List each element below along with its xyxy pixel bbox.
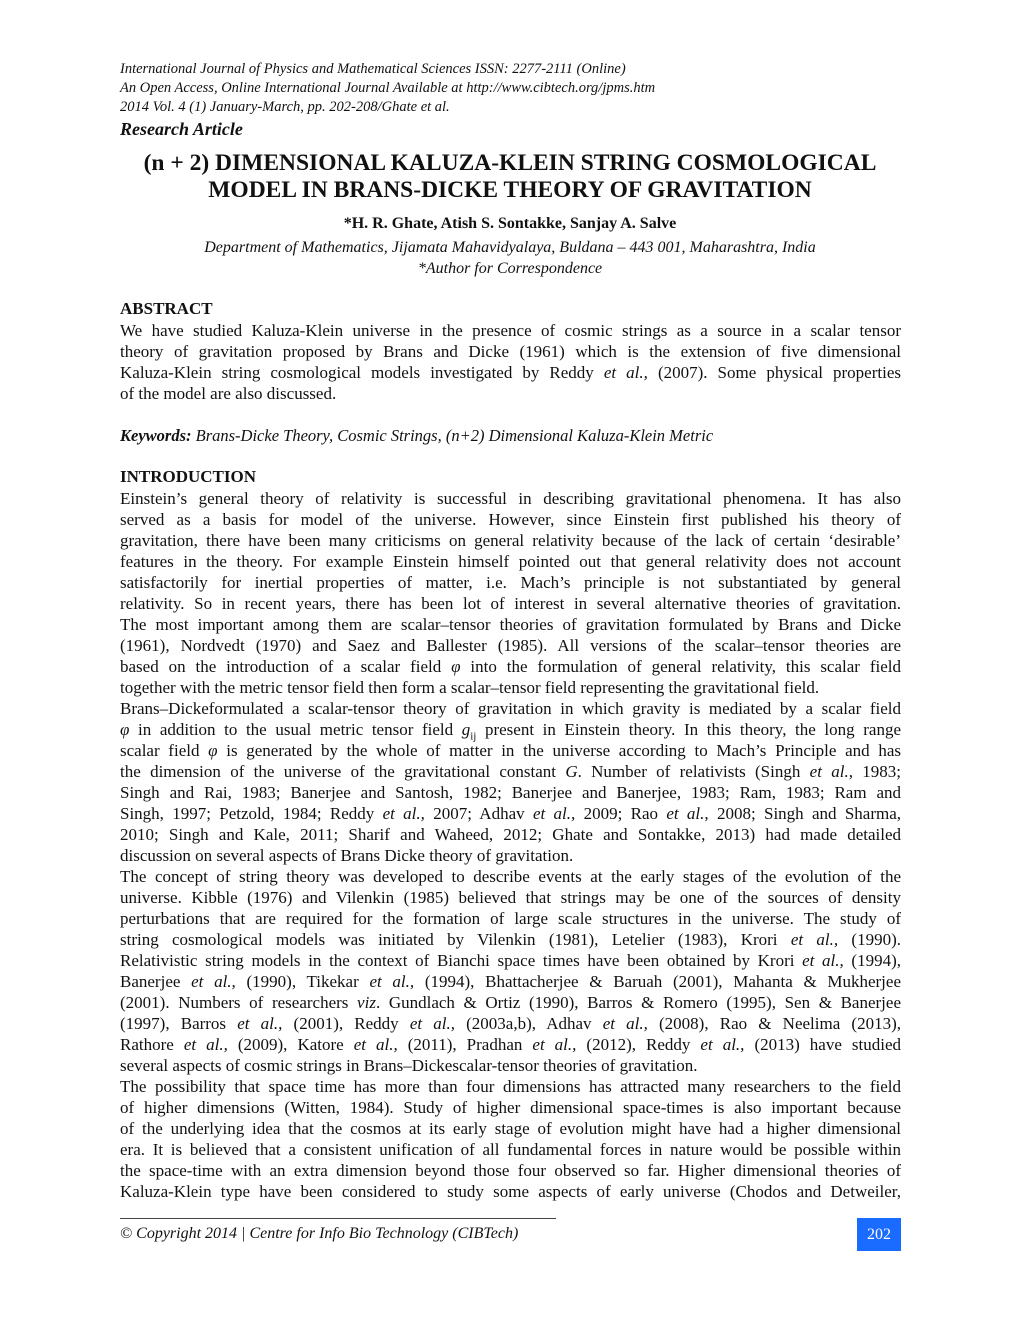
introduction-body xyxy=(120,488,901,1202)
text-segment: (2013) have studied xyxy=(744,1035,901,1054)
text-segment: Kaluza-Klein type have been considered to study some aspects of early universe (Chodos and Detweiler, xyxy=(120,1182,901,1201)
text-segment: (1990). xyxy=(838,930,901,949)
keywords-label: Keywords: xyxy=(120,426,192,445)
text-line xyxy=(120,656,901,677)
text-segment: Kaluza-Klein string cosmological models investigated by Reddy xyxy=(120,363,604,382)
text-line xyxy=(120,320,901,341)
text-segment: universe. Kibble (1976) and Vilenkin (1985) believed that strings may be one of the sources of density xyxy=(120,888,901,907)
text-segment: (2001), Reddy xyxy=(282,1014,410,1033)
text-segment: (2001). Numbers of researchers xyxy=(120,993,358,1012)
text-segment: et al., xyxy=(382,804,425,823)
text-segment: Relativistic string models in the context of Bianchi space times have been obtained by Krori xyxy=(120,951,803,970)
text-line xyxy=(120,698,901,719)
text-segment: φ xyxy=(451,657,461,676)
text-line xyxy=(120,677,901,698)
journal-line: International Journal of Physics and Mathematical Sciences ISSN: 2277-2111 (Online) xyxy=(120,61,626,77)
text-line xyxy=(120,488,901,509)
text-line xyxy=(120,593,901,614)
footer-rule xyxy=(120,1218,556,1219)
title-line-1: (n + 2) DIMENSIONAL KALUZA-KLEIN STRING COSMOLOGICAL xyxy=(143,150,877,176)
text-segment: scalar field xyxy=(120,741,209,760)
text-segment: The most important among them are scalar–tensor theories of gravitation formulated by Brans and Dicke xyxy=(120,615,901,634)
text-line xyxy=(120,635,901,656)
text-line xyxy=(120,1160,901,1181)
text-segment: et al., xyxy=(532,804,576,823)
text-segment: based on the introduction of a scalar field xyxy=(120,657,452,676)
text-segment: et al., xyxy=(700,1035,745,1054)
text-segment: the dimension of the universe of the gravitational constant xyxy=(120,762,566,781)
text-segment: ij xyxy=(470,730,477,743)
text-segment: discussion on several aspects of Brans Dicke theory of gravitation. xyxy=(120,846,574,865)
footer-copyright: © Copyright 2014 | Centre for Info Bio Technology (CIBTech) xyxy=(120,1225,519,1242)
text-segment: (2008), Rao & Neelima (2013), xyxy=(647,1014,901,1033)
text-line xyxy=(120,971,901,992)
text-segment: (1961), Nordvedt (1970) and Saez and Ballester (1985). All versions of the scalar–tensor theories are xyxy=(120,636,901,655)
text-segment: gravitation, there have been many criticisms on general relativity because of the lack of certain ‘desirable’ xyxy=(120,531,901,550)
page-number: 202 xyxy=(857,1218,901,1251)
text-line xyxy=(120,1181,901,1202)
text-segment: (2009), Katore xyxy=(227,1035,354,1054)
text-line xyxy=(120,1034,901,1055)
text-segment: string cosmological models was initiated by Vilenkin (1981), Letelier (1983), Krori xyxy=(120,930,791,949)
text-segment: served as a basis for model of the universe. However, since Einstein first published his theory of xyxy=(120,510,901,529)
text-segment: 2007; Adhav xyxy=(424,804,533,823)
text-line xyxy=(120,1097,901,1118)
correspondence-note: *Author for Correspondence xyxy=(417,260,603,277)
keywords-text: Brans-Dicke Theory, Cosmic Strings, (n+2) Dimensional Kaluza-Klein Metric xyxy=(191,426,714,445)
access-line: An Open Access, Online International Journal Available at http://www.cibtech.org/jpms.htm xyxy=(120,80,656,96)
text-line xyxy=(120,509,901,530)
text-segment: Singh and Rai, 1983; Banerjee and Santosh, 1982; Banerjee and Banerjee, 1983; Ram, 1983; Ram and xyxy=(120,783,901,802)
text-line xyxy=(120,950,901,971)
text-segment: et al., xyxy=(809,762,853,781)
affiliation: Department of Mathematics, Jijamata Mahavidyalaya, Buldana – 443 001, Maharashtra, India xyxy=(204,239,816,256)
text-line xyxy=(120,740,901,761)
text-line xyxy=(120,551,901,572)
text-segment: The possibility that space time has more than four dimensions has attracted many researchers to the field xyxy=(120,1077,901,1096)
text-line xyxy=(120,341,901,362)
text-segment: 2009; Rao xyxy=(575,804,667,823)
text-segment: et al., xyxy=(602,1014,648,1033)
text-segment: et al., xyxy=(369,972,415,991)
text-segment: We have studied Kaluza-Klein universe in the presence of cosmic strings as a source in a scalar tensor xyxy=(120,321,901,340)
text-line xyxy=(120,530,901,551)
text-segment: Einstein’s general theory of relativity is successful in describing gravitational phenomena. It has also xyxy=(120,489,901,508)
text-segment: of the model are also discussed. xyxy=(120,384,337,403)
title-line-2: MODEL IN BRANS-DICKE THEORY OF GRAVITATION xyxy=(208,177,812,203)
text-line xyxy=(120,362,901,383)
text-line xyxy=(120,614,901,635)
introduction-heading: INTRODUCTION xyxy=(120,467,257,486)
text-segment: φ xyxy=(208,741,218,760)
text-line xyxy=(120,572,901,593)
text-line xyxy=(120,1013,901,1034)
text-segment: several aspects of cosmic strings in Brans–Dickescalar-tensor theories of gravitation. xyxy=(120,1056,698,1075)
text-segment: φ xyxy=(120,720,130,739)
text-segment: The concept of string theory was developed to describe events at the early stages of the evolution of the xyxy=(120,867,901,886)
text-segment: et al., xyxy=(183,1035,228,1054)
text-segment: et al., xyxy=(409,1014,455,1033)
text-segment: the space-time with an extra dimension beyond those four observed so far. Higher dimensional theories of xyxy=(120,1161,901,1180)
text-segment: Singh, 1997; Petzold, 1984; Reddy xyxy=(120,804,383,823)
text-line xyxy=(120,887,901,908)
issue-line: 2014 Vol. 4 (1) January-March, pp. 202-208/Ghate et al. xyxy=(120,99,450,115)
text-segment: 2008; Singh and Sharma, xyxy=(708,804,902,823)
text-line xyxy=(120,383,901,404)
abstract-heading: ABSTRACT xyxy=(120,299,213,318)
text-segment: relativity. So in recent years, there has been lot of interest in several alternative theories of gravitation. xyxy=(120,594,901,613)
text-segment: et al., xyxy=(532,1035,577,1054)
text-segment: et al., xyxy=(353,1035,398,1054)
text-segment: (2003a,b), Adhav xyxy=(454,1014,603,1033)
text-segment: (1990), Tikekar xyxy=(235,972,370,991)
text-segment: Brans–Dickeformulated a scalar-tensor theory of gravitation in which gravity is mediated by a scalar field xyxy=(120,699,901,718)
text-line xyxy=(120,845,901,866)
text-line xyxy=(120,1055,901,1076)
text-segment: G xyxy=(565,762,578,781)
text-line xyxy=(120,824,901,845)
text-segment: era. It is believed that a consistent unification of all fundamental forces in nature would be possible within xyxy=(120,1140,901,1159)
text-segment: in addition to the usual metric tensor field xyxy=(129,720,462,739)
text-segment: theory of gravitation proposed by Brans and Dicke (1961) which is the extension of five dimensional xyxy=(120,342,901,361)
text-segment: et al., xyxy=(666,804,709,823)
text-line xyxy=(120,803,901,824)
text-line xyxy=(120,1076,901,1097)
text-segment: features in the theory. For example Einstein himself pointed out that general relativity does not account xyxy=(120,552,901,571)
text-segment: viz xyxy=(357,993,376,1012)
abstract-body xyxy=(120,320,901,404)
text-line xyxy=(120,866,901,887)
text-line xyxy=(120,929,901,950)
text-segment: . Gundlach & Ortiz (1990), Barros & Romero (1995), Sen & Banerjee xyxy=(375,993,901,1012)
text-segment: et al., xyxy=(790,930,839,949)
text-line xyxy=(120,782,901,803)
text-segment: (1994), Bhattacherjee & Baruah (2001), Mahanta & Mukherjee xyxy=(414,972,901,991)
text-segment: Banerjee xyxy=(120,972,192,991)
text-segment: perturbations that are required for the formation of large scale structures in the universe. The study of xyxy=(120,909,901,928)
text-segment: satisfactorily for inertial properties of matter, i.e. Mach’s principle is not substantiated by general xyxy=(120,573,901,592)
text-segment: of the underlying idea that the cosmos at its early stage of evolution might have had a higher dimensional xyxy=(120,1119,901,1138)
paper-title xyxy=(100,150,920,204)
text-segment: is generated by the whole of matter in the universe according to Mach’s Principle and has xyxy=(217,741,901,760)
text-line xyxy=(120,1139,901,1160)
text-segment: . Number of relativists (Singh xyxy=(577,762,810,781)
article-type: Research Article xyxy=(120,119,243,139)
text-segment: into the formulation of general relativity, this scalar field xyxy=(460,657,901,676)
text-line xyxy=(120,908,901,929)
text-segment: together with the metric tensor field then form a scalar–tensor field representing the gravitational field. xyxy=(120,678,820,697)
text-segment: present in Einstein theory. In this theory, the long range xyxy=(476,720,901,739)
text-segment: g xyxy=(461,720,471,739)
text-line xyxy=(120,761,901,782)
text-line xyxy=(120,719,901,743)
text-segment: et al., xyxy=(191,972,236,991)
authors: *H. R. Ghate, Atish S. Sontakke, Sanjay A. Salve xyxy=(343,215,677,232)
text-line xyxy=(120,1118,901,1139)
text-segment: Rathore xyxy=(120,1035,184,1054)
text-segment: (2011), Pradhan xyxy=(397,1035,533,1054)
text-segment: (2012), Reddy xyxy=(576,1035,701,1054)
text-line xyxy=(120,992,901,1013)
text-segment: et al., xyxy=(802,951,844,970)
keywords xyxy=(120,426,713,446)
text-segment: (1997), Barros xyxy=(120,1014,238,1033)
text-segment: 2010; Singh and Kale, 2011; Sharif and Waheed, 2012; Ghate and Sontakke, 2013) had made detailed xyxy=(120,825,901,844)
text-segment: (2007). Some physical properties xyxy=(647,363,901,382)
text-segment: of higher dimensions (Witten, 1984). Study of higher dimensional space-times is also important because xyxy=(120,1098,901,1117)
text-segment: 1983; xyxy=(852,762,901,781)
text-segment: et al., xyxy=(603,363,648,382)
text-segment: et al., xyxy=(237,1014,283,1033)
text-segment: (1994), xyxy=(843,951,901,970)
